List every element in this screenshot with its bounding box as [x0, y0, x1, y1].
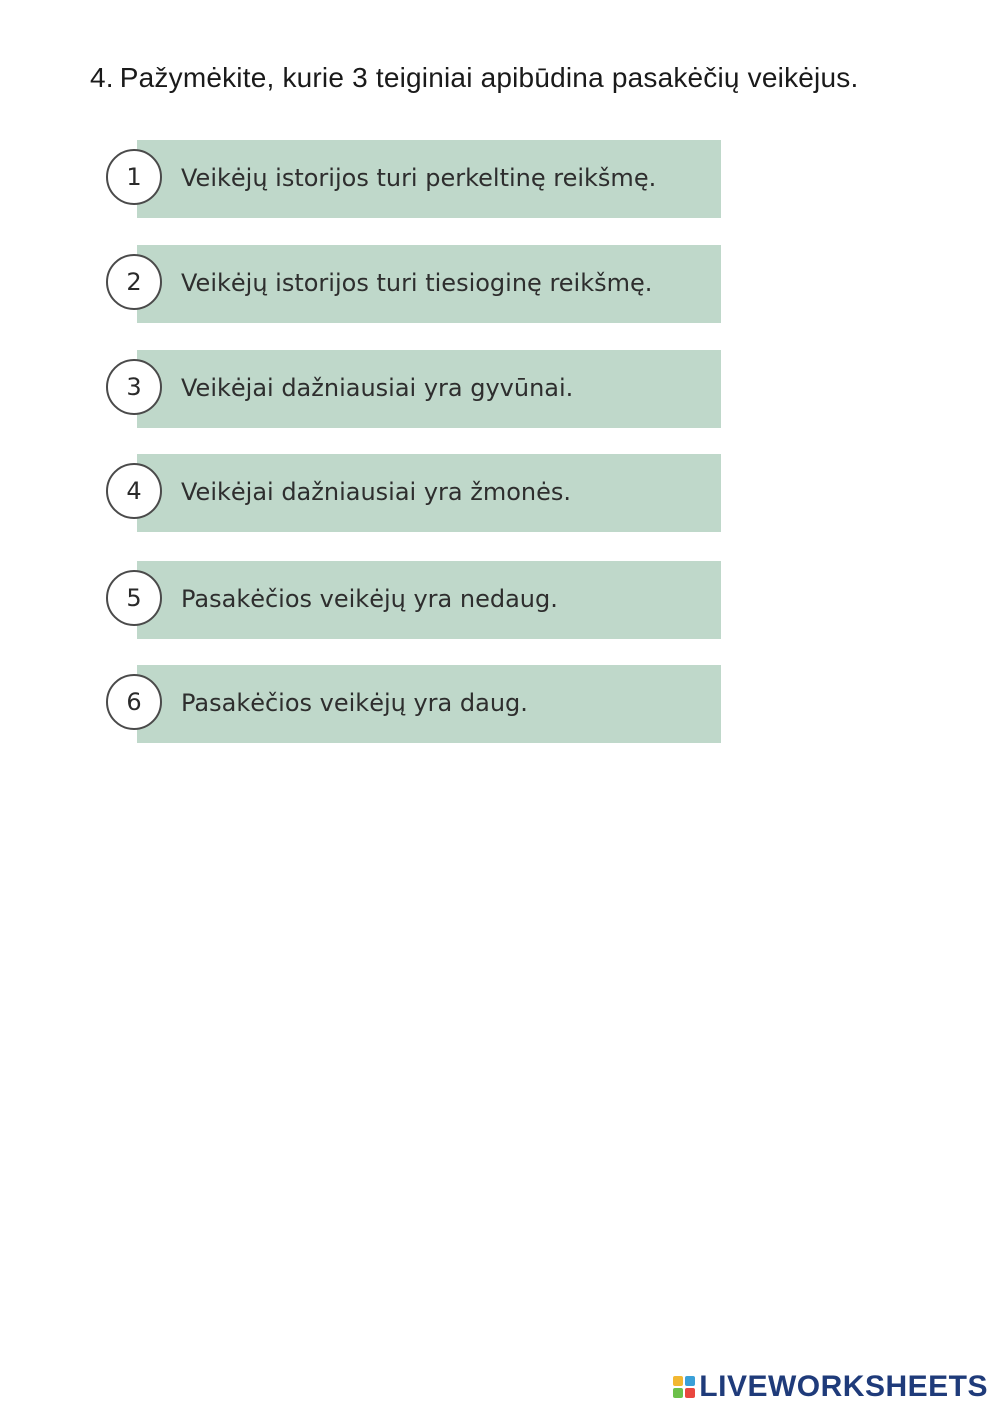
brand-wordmark: LIVEWORKSHEETS	[699, 1370, 988, 1403]
option-label: Pasakėčios veikėjų yra daug.	[181, 689, 528, 717]
option-label: Pasakėčios veikėjų yra nedaug.	[181, 585, 558, 613]
question-text: Pažymėkite, kurie 3 teiginiai apibūdina pasakėčių veikėjus.	[119, 62, 859, 93]
option-label: Veikėjai dažniausiai yra gyvūnai.	[181, 374, 574, 402]
logo-square-icon	[673, 1376, 683, 1386]
option-number-circle[interactable]: 5	[106, 570, 162, 626]
liveworksheets-logo	[673, 1370, 988, 1404]
option-number-circle[interactable]: 4	[106, 463, 162, 519]
option-3[interactable]	[105, 350, 725, 430]
logo-grid-icon	[673, 1376, 695, 1398]
option-4[interactable]	[105, 454, 725, 534]
option-number-circle[interactable]: 1	[106, 149, 162, 205]
option-label: Veikėjai dažniausiai yra žmonės.	[181, 478, 572, 506]
option-number-circle[interactable]: 2	[106, 254, 162, 310]
option-number-circle[interactable]: 3	[106, 359, 162, 415]
option-label: Veikėjų istorijos turi perkeltinę reikšmę.	[181, 164, 657, 192]
question-number: 4.	[90, 62, 114, 93]
logo-square-icon	[673, 1388, 683, 1398]
logo-square-icon	[685, 1388, 695, 1398]
option-5[interactable]	[105, 561, 725, 641]
logo-square-icon	[685, 1376, 695, 1386]
option-number-circle[interactable]: 6	[106, 674, 162, 730]
option-label: Veikėjų istorijos turi tiesioginę reikšmę.	[181, 269, 653, 297]
option-1[interactable]	[105, 140, 725, 220]
option-2[interactable]	[105, 245, 725, 325]
option-6[interactable]	[105, 665, 725, 745]
question-heading	[90, 62, 858, 94]
